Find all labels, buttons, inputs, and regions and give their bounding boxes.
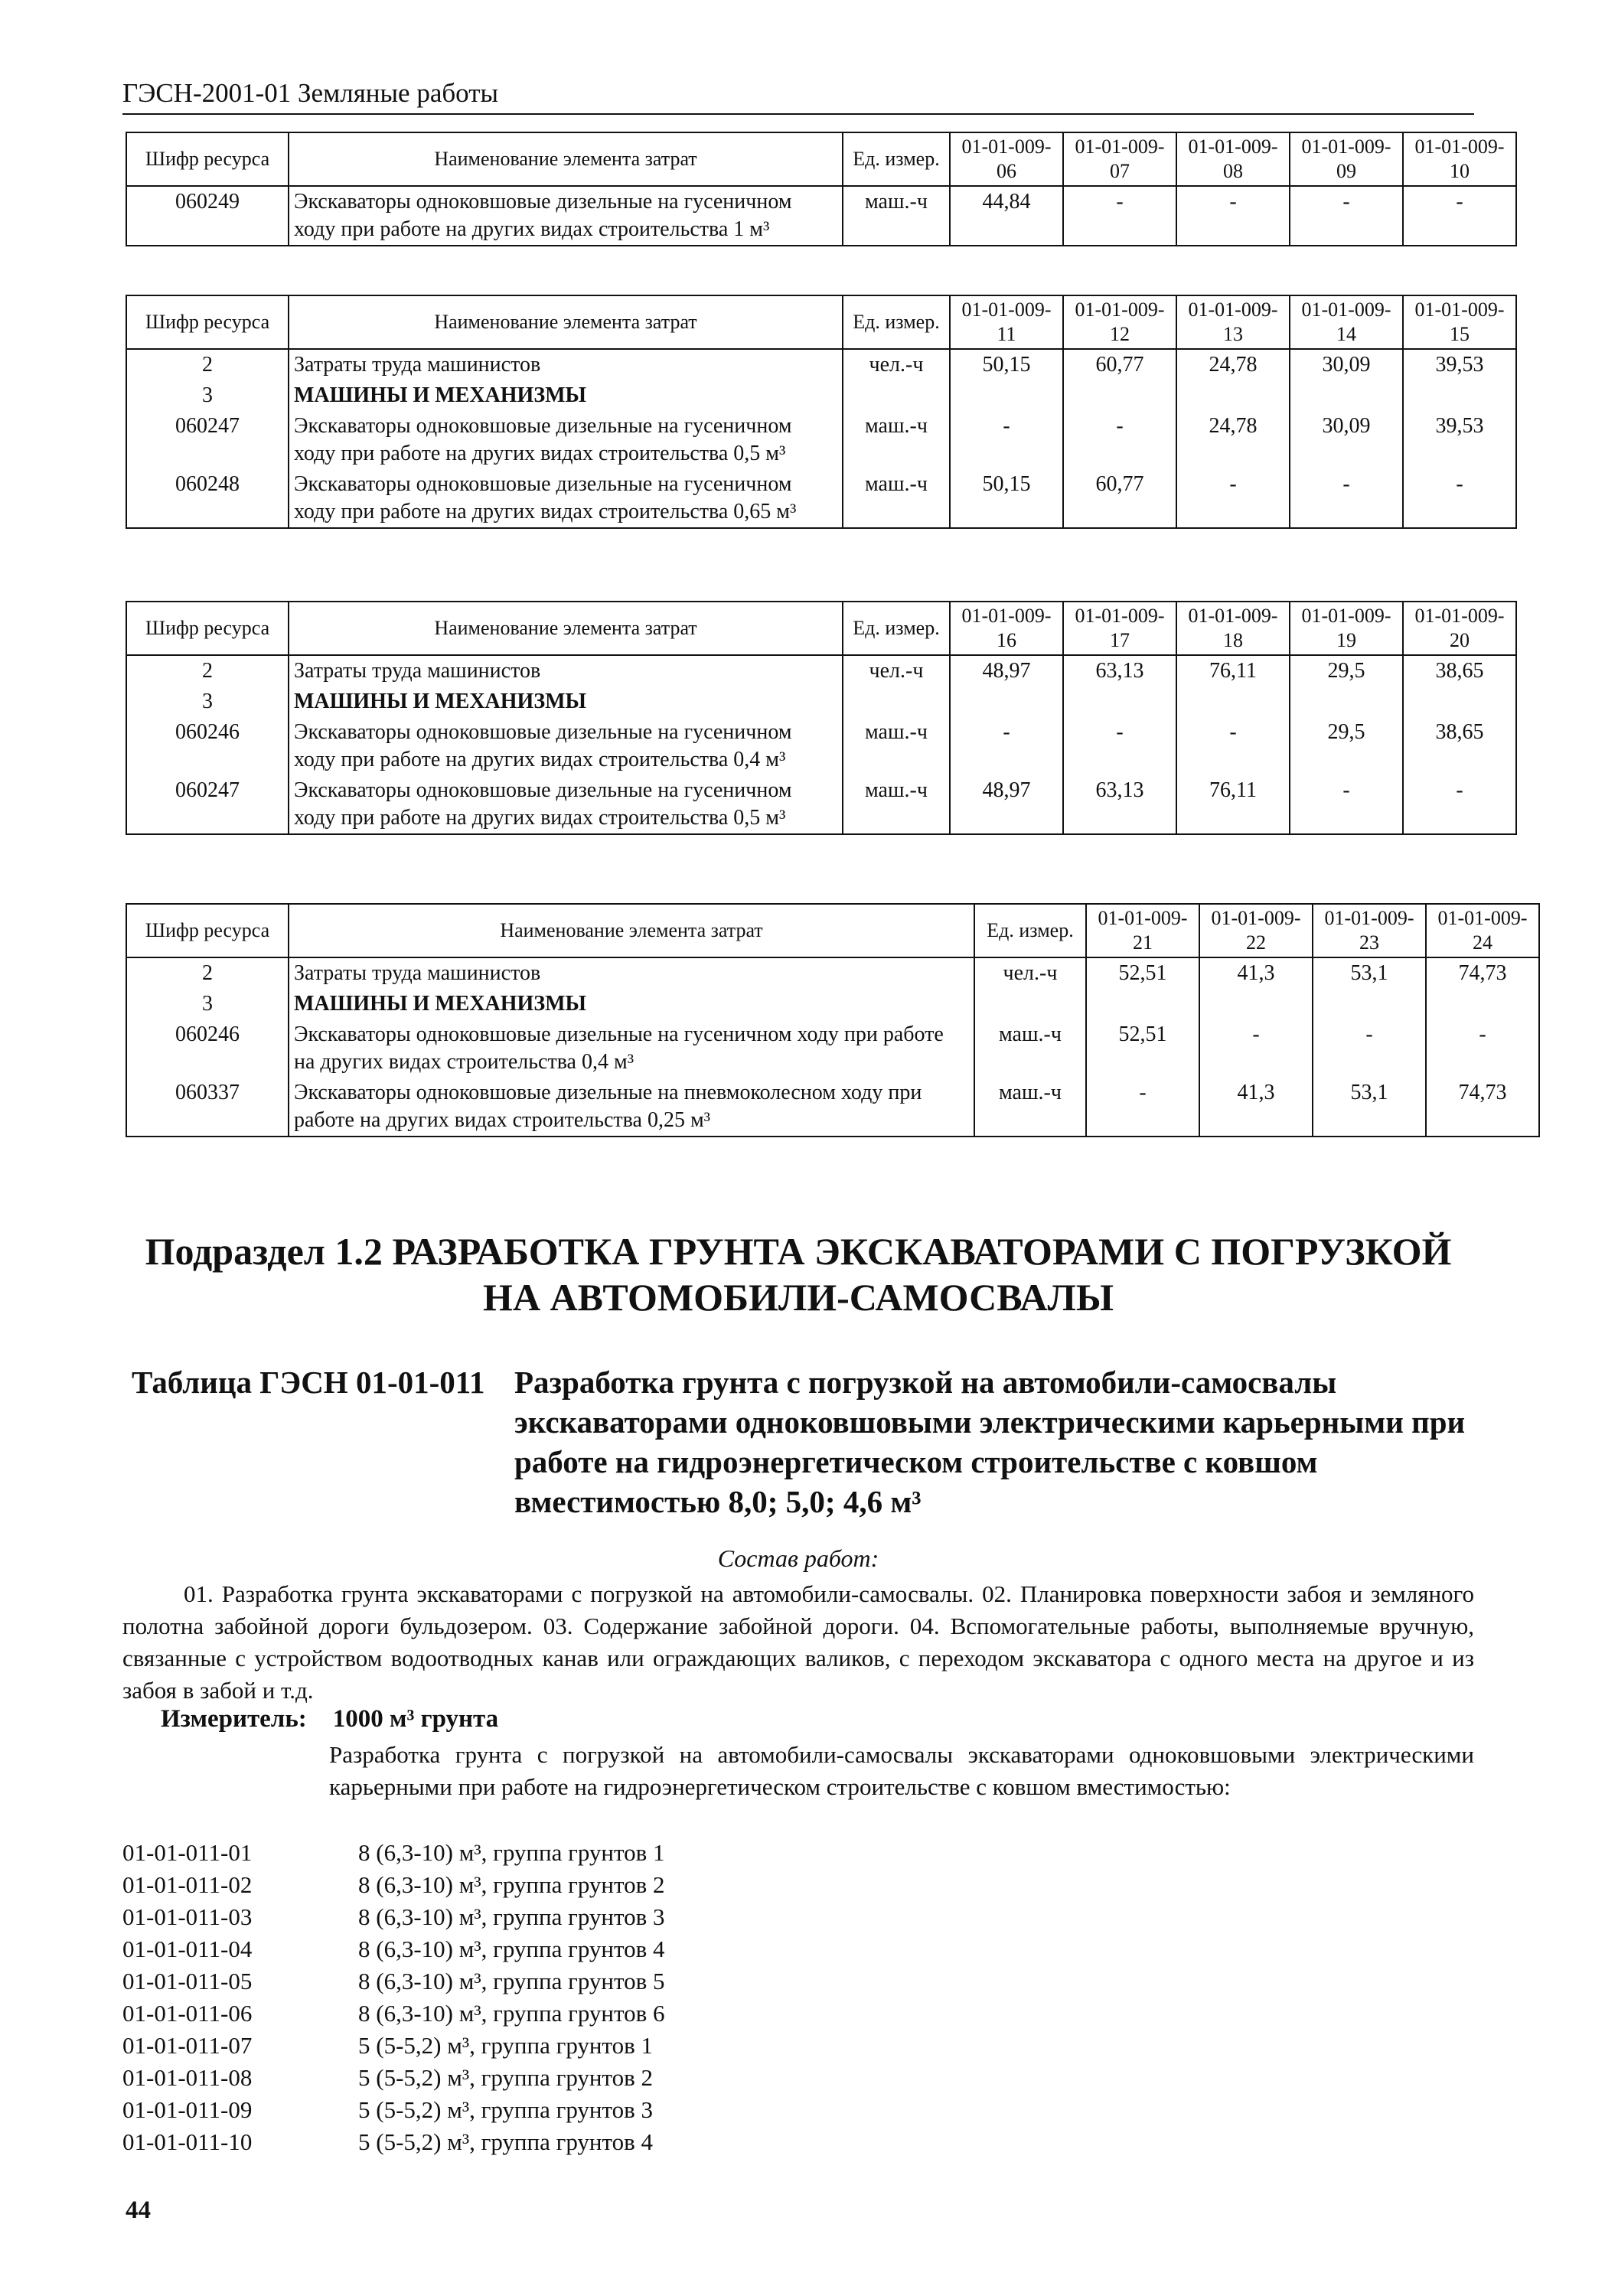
item-text: 5 (5-5,2) м³, группа грунтов 4: [358, 2128, 654, 2155]
row-value: 30,09: [1290, 349, 1403, 380]
header-column-code: 01-01-009-17: [1063, 602, 1176, 655]
table-row: [126, 775, 1516, 834]
row-value: 29,5: [1290, 717, 1403, 775]
header-name: Наименование элемента затрат: [289, 295, 843, 349]
row-name: Затраты труда машинистов: [289, 349, 843, 380]
row-code: 3: [126, 687, 289, 717]
row-code: 060248: [126, 469, 289, 528]
row-unit: маш.-ч: [843, 469, 950, 528]
header-unit: Ед. измер.: [974, 904, 1086, 957]
item-text: 8 (6,3-10) м³, группа грунтов 4: [358, 1936, 665, 1962]
resource-table: [126, 132, 1517, 246]
item-code: 01-01-011-04: [122, 1936, 253, 1962]
measure-label: Измеритель:: [161, 1705, 307, 1733]
row-value: 41,3: [1199, 1078, 1313, 1137]
running-head: ГЭСН-2001-01 Земляные работы: [122, 78, 499, 108]
row-value: 74,73: [1426, 1078, 1539, 1137]
row-value: 60,77: [1063, 349, 1176, 380]
item-text: 5 (5-5,2) м³, группа грунтов 3: [358, 2096, 654, 2123]
row-value: 38,65: [1403, 655, 1516, 687]
row-value: [1426, 989, 1539, 1019]
row-value: 60,77: [1063, 469, 1176, 528]
row-value: -: [1176, 469, 1290, 528]
item-code: 01-01-011-03: [122, 1903, 253, 1930]
row-value: -: [1063, 411, 1176, 469]
section-heading: МАШИНЫ И МЕХАНИЗМЫ: [289, 687, 843, 717]
row-value: [1176, 380, 1290, 411]
row-value: [1176, 687, 1290, 717]
row-value: [1063, 380, 1176, 411]
item-code: 01-01-011-02: [122, 1871, 253, 1898]
item-text: 8 (6,3-10) м³, группа грунтов 5: [358, 1968, 665, 1994]
row-name: Экскаваторы одноковшовые дизельные на гусеничном ходу при работе на других видах строительства 0,4 м³: [289, 1019, 974, 1078]
row-value: [1403, 687, 1516, 717]
table-row: [126, 186, 1516, 246]
table-row: [126, 989, 1539, 1019]
header-rule: [122, 113, 1474, 115]
row-code: 060247: [126, 775, 289, 834]
item-text: 5 (5-5,2) м³, группа грунтов 2: [358, 2064, 654, 2091]
header-column-code: 01-01-009-20: [1403, 602, 1516, 655]
row-value: -: [1086, 1078, 1199, 1137]
table-row: [126, 380, 1516, 411]
row-name: Экскаваторы одноковшовые дизельные на гусеничном ходу при работе на других видах строительства 0,5 м³: [289, 775, 843, 834]
header-column-code: 01-01-009-19: [1290, 602, 1403, 655]
row-value: -: [1199, 1019, 1313, 1078]
row-value: 63,13: [1063, 775, 1176, 834]
items-description: Разработка грунта с погрузкой на автомобили-самосвалы экскаваторами одноковшовыми электрическими карьерными при работе на гидроэнергетическом строительстве с ковшом вместимостью:: [329, 1741, 1474, 1800]
header-column-code: 01-01-009-14: [1290, 295, 1403, 349]
header-code: Шифр ресурса: [126, 295, 289, 349]
row-value: 50,15: [950, 349, 1063, 380]
row-value: -: [1426, 1019, 1539, 1078]
row-value: 30,09: [1290, 411, 1403, 469]
row-value: 74,73: [1426, 957, 1539, 989]
section-heading: МАШИНЫ И МЕХАНИЗМЫ: [289, 380, 843, 411]
row-value: [950, 380, 1063, 411]
header-unit: Ед. измер.: [843, 132, 950, 186]
row-value: [1313, 989, 1426, 1019]
header-column-code: 01-01-009-06: [950, 132, 1063, 186]
header-column-code: 01-01-009-08: [1176, 132, 1290, 186]
table-row: [126, 349, 1516, 380]
header-code: Шифр ресурса: [126, 904, 289, 957]
table-header-row: [126, 132, 1516, 186]
row-code: 060246: [126, 717, 289, 775]
row-value: 76,11: [1176, 655, 1290, 687]
row-value: -: [1176, 186, 1290, 246]
header-column-code: 01-01-009-16: [950, 602, 1063, 655]
item-code: 01-01-011-07: [122, 2032, 253, 2059]
composition-heading: Состав работ:: [717, 1544, 879, 1572]
table-row: [126, 957, 1539, 989]
table-row: [126, 469, 1516, 528]
item-code: 01-01-011-08: [122, 2064, 253, 2091]
item-code: 01-01-011-05: [122, 1968, 253, 1994]
row-unit: маш.-ч: [974, 1078, 1086, 1137]
header-code: Шифр ресурса: [126, 132, 289, 186]
header-name: Наименование элемента затрат: [289, 132, 843, 186]
row-value: 38,65: [1403, 717, 1516, 775]
header-column-code: 01-01-009-18: [1176, 602, 1290, 655]
row-value: 52,51: [1086, 1019, 1199, 1078]
row-unit: маш.-ч: [843, 186, 950, 246]
item-text: 8 (6,3-10) м³, группа грунтов 3: [358, 1903, 665, 1930]
row-value: -: [950, 411, 1063, 469]
row-value: [1403, 380, 1516, 411]
header-column-code: 01-01-009-21: [1086, 904, 1199, 957]
row-name: Экскаваторы одноковшовые дизельные на гусеничном ходу при работе на других видах строительства 0,4 м³: [289, 717, 843, 775]
item-text: 8 (6,3-10) м³, группа грунтов 6: [358, 2000, 665, 2027]
row-code: 2: [126, 349, 289, 380]
row-value: -: [1403, 775, 1516, 834]
table-title-rest: Разработка грунта с погрузкой на автомобили-самосвалы экскаваторами одноковшовыми электрическими карьерными при работе на гидроэнергетическом строительстве с ковшом вместимостью 8,0; 5,0; 4,6 м³: [514, 1365, 1466, 1519]
item-code: 01-01-011-10: [122, 2128, 253, 2155]
table-row: [126, 1019, 1539, 1078]
header-name: Наименование элемента затрат: [289, 904, 974, 957]
row-value: 29,5: [1290, 655, 1403, 687]
row-unit: [843, 687, 950, 717]
row-name: Затраты труда машинистов: [289, 957, 974, 989]
row-value: -: [950, 717, 1063, 775]
item-text: 5 (5-5,2) м³, группа грунтов 1: [358, 2032, 654, 2059]
row-code: 060337: [126, 1078, 289, 1137]
row-unit: маш.-ч: [843, 411, 950, 469]
row-value: -: [1063, 717, 1176, 775]
row-value: 63,13: [1063, 655, 1176, 687]
row-value: 52,51: [1086, 957, 1199, 989]
header-name: Наименование элемента затрат: [289, 602, 843, 655]
table-row: [126, 411, 1516, 469]
table-header-row: [126, 602, 1516, 655]
row-value: [1199, 989, 1313, 1019]
row-code: 2: [126, 957, 289, 989]
row-value: [1063, 687, 1176, 717]
item-code: 01-01-011-06: [122, 2000, 253, 2027]
row-value: 39,53: [1403, 349, 1516, 380]
page-number: 44: [126, 2197, 151, 2224]
item-code: 01-01-011-09: [122, 2096, 253, 2123]
measure-value: 1000 м³ грунта: [332, 1705, 499, 1733]
composition-text: 01. Разработка грунта экскаваторами с погрузкой на автомобили-самосвалы. 02. Планировка поверхности забоя и земляного полотна забойной дороги бульдозером. 03. Содержание забойной дороги. 04. Вспомогательные работы, выполняемые вручную, связанные с устройством водоотводных канав или ограждающих валиков, с переходом экскаватора с одного места на другое и из забоя в забой и т.д.: [122, 1580, 1474, 1704]
header-column-code: 01-01-009-07: [1063, 132, 1176, 186]
header-column-code: 01-01-009-24: [1426, 904, 1539, 957]
resource-table: [126, 903, 1540, 1137]
row-value: -: [1290, 469, 1403, 528]
row-value: 44,84: [950, 186, 1063, 246]
row-name: Экскаваторы одноковшовые дизельные на гусеничном ходу при работе на других видах строительства 1 м³: [289, 186, 843, 246]
header-column-code: 01-01-009-11: [950, 295, 1063, 349]
row-value: -: [1290, 775, 1403, 834]
row-value: 48,97: [950, 655, 1063, 687]
section-heading: МАШИНЫ И МЕХАНИЗМЫ: [289, 989, 974, 1019]
row-value: -: [1403, 469, 1516, 528]
row-value: 39,53: [1403, 411, 1516, 469]
table-row: [126, 1078, 1539, 1137]
row-name: Экскаваторы одноковшовые дизельные на пневмоколесном ходу при работе на других видах строительства 0,25 м³: [289, 1078, 974, 1137]
row-value: [1086, 989, 1199, 1019]
row-code: 060249: [126, 186, 289, 246]
header-column-code: 01-01-009-23: [1313, 904, 1426, 957]
row-value: -: [1290, 186, 1403, 246]
row-unit: маш.-ч: [974, 1019, 1086, 1078]
resource-table: [126, 601, 1517, 835]
row-unit: чел.-ч: [843, 349, 950, 380]
table-header-row: [126, 904, 1539, 957]
row-code: 3: [126, 989, 289, 1019]
row-value: -: [1063, 186, 1176, 246]
row-code: 2: [126, 655, 289, 687]
row-value: 24,78: [1176, 411, 1290, 469]
resource-table: [126, 295, 1517, 529]
row-value: 76,11: [1176, 775, 1290, 834]
row-unit: маш.-ч: [843, 717, 950, 775]
header-column-code: 01-01-009-10: [1403, 132, 1516, 186]
row-value: [1290, 687, 1403, 717]
header-column-code: 01-01-009-15: [1403, 295, 1516, 349]
measure: [161, 1705, 498, 1733]
header-column-code: 01-01-009-09: [1290, 132, 1403, 186]
row-unit: маш.-ч: [843, 775, 950, 834]
header-code: Шифр ресурса: [126, 602, 289, 655]
row-unit: [974, 989, 1086, 1019]
header-column-code: 01-01-009-13: [1176, 295, 1290, 349]
header-column-code: 01-01-009-22: [1199, 904, 1313, 957]
row-name: Экскаваторы одноковшовые дизельные на гусеничном ходу при работе на других видах строительства 0,5 м³: [289, 411, 843, 469]
item-code: 01-01-011-01: [122, 1839, 253, 1866]
row-value: 41,3: [1199, 957, 1313, 989]
table-row: [126, 717, 1516, 775]
header-unit: Ед. измер.: [843, 602, 950, 655]
row-value: [1290, 380, 1403, 411]
row-value: 50,15: [950, 469, 1063, 528]
row-code: 3: [126, 380, 289, 411]
row-value: 53,1: [1313, 957, 1426, 989]
table-row: [126, 655, 1516, 687]
row-unit: [843, 380, 950, 411]
item-text: 8 (6,3-10) м³, группа грунтов 2: [358, 1871, 665, 1898]
table-header-row: [126, 295, 1516, 349]
row-unit: чел.-ч: [974, 957, 1086, 989]
row-value: -: [1313, 1019, 1426, 1078]
table-title-lead: Таблица ГЭСН 01-01-011: [132, 1365, 485, 1400]
row-value: 24,78: [1176, 349, 1290, 380]
row-value: -: [1403, 186, 1516, 246]
row-value: [950, 687, 1063, 717]
item-text: 8 (6,3-10) м³, группа грунтов 1: [358, 1839, 665, 1866]
row-value: 48,97: [950, 775, 1063, 834]
row-code: 060247: [126, 411, 289, 469]
header-column-code: 01-01-009-12: [1063, 295, 1176, 349]
row-value: 53,1: [1313, 1078, 1426, 1137]
subsection-title: Подраздел 1.2 РАЗРАБОТКА ГРУНТА ЭКСКАВАТОРАМИ С ПОГРУЗКОЙ НА АВТОМОБИЛИ-САМОСВАЛЫ: [145, 1230, 1452, 1319]
row-unit: чел.-ч: [843, 655, 950, 687]
table-row: [126, 687, 1516, 717]
row-code: 060246: [126, 1019, 289, 1078]
row-name: Экскаваторы одноковшовые дизельные на гусеничном ходу при работе на других видах строительства 0,65 м³: [289, 469, 843, 528]
row-value: -: [1176, 717, 1290, 775]
header-unit: Ед. измер.: [843, 295, 950, 349]
row-name: Затраты труда машинистов: [289, 655, 843, 687]
